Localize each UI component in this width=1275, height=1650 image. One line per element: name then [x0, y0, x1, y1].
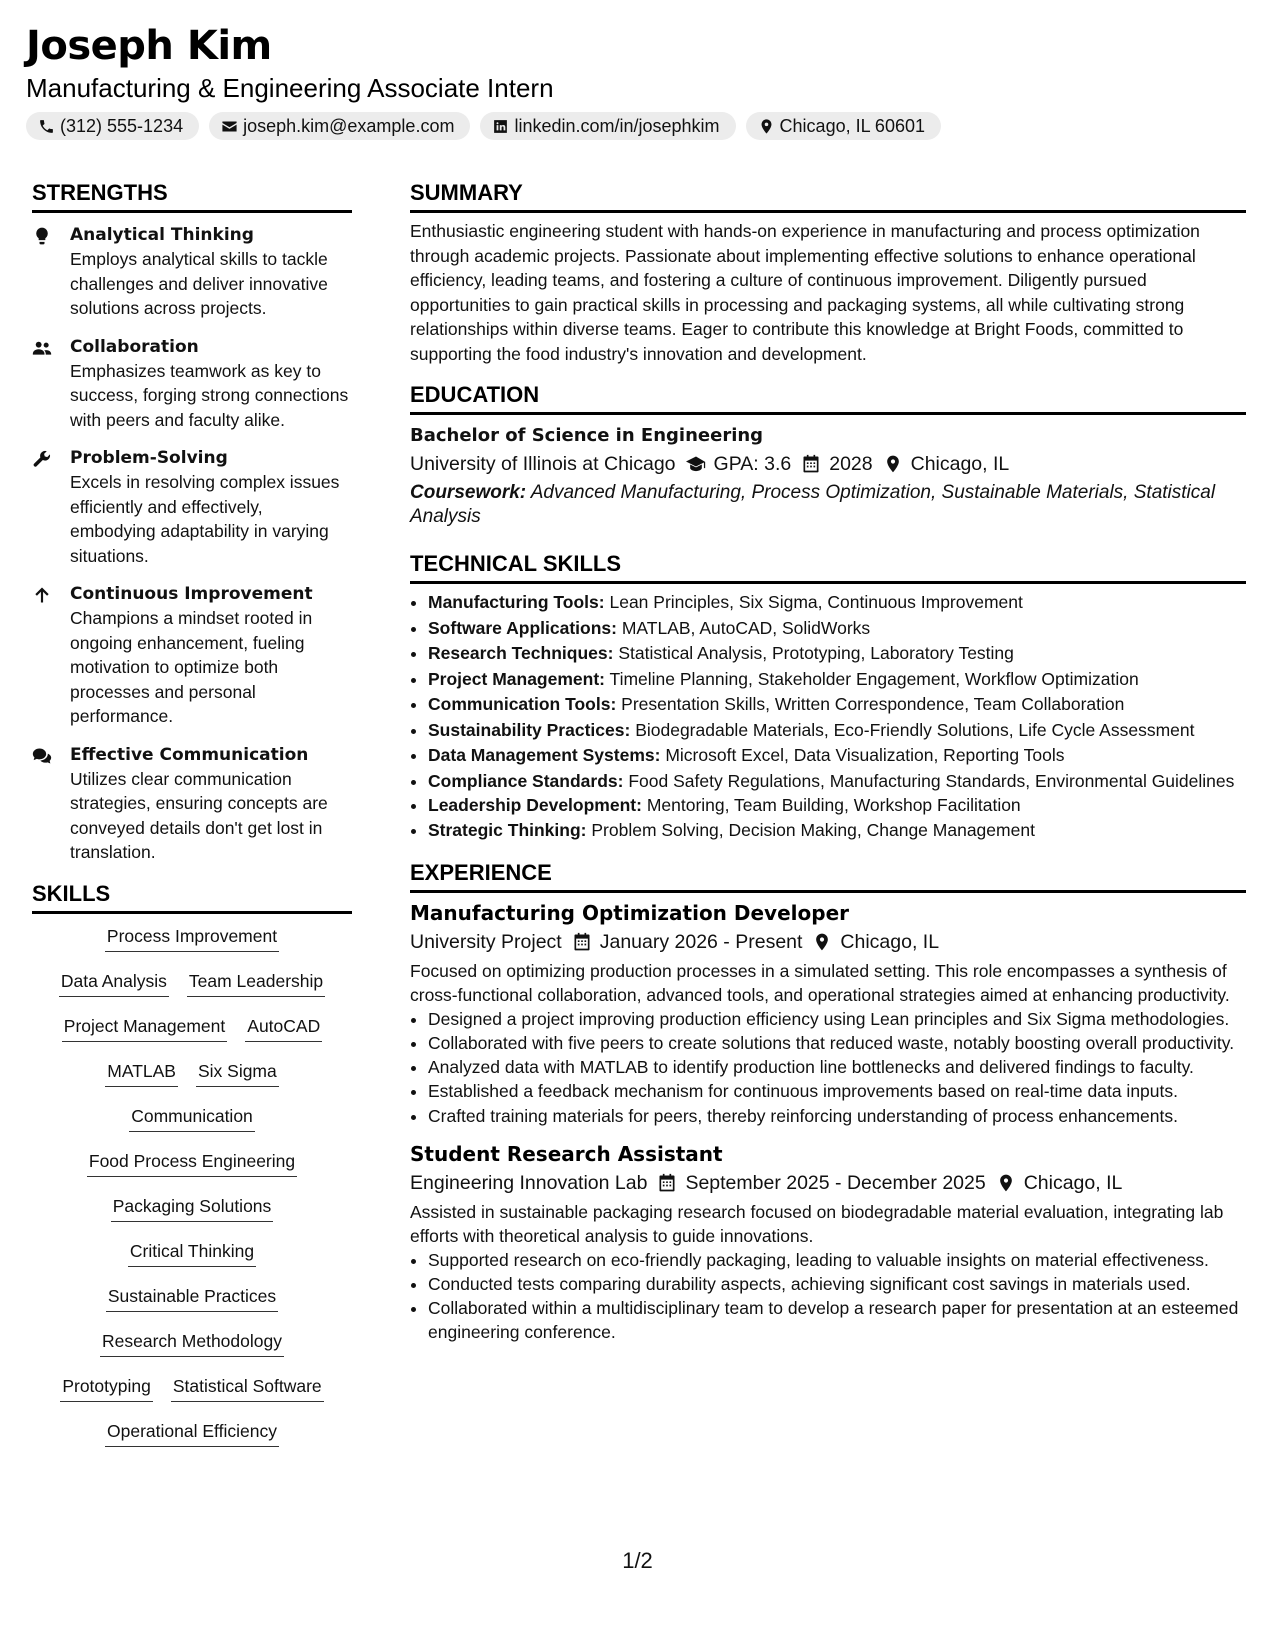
phone-contact[interactable] [26, 112, 199, 140]
location-pin-icon [883, 454, 903, 474]
job-entry [410, 899, 1246, 1130]
strength-item [32, 743, 352, 865]
job-bullet: • Collaborated within a multidisciplinary team to develop a research paper for presentation at an esteemed engineering conference. [428, 1296, 1246, 1344]
location-text: Chicago, IL 60601 [779, 115, 925, 136]
candidate-name: Joseph Kim [26, 23, 272, 69]
school-location: Chicago, IL [910, 453, 1010, 475]
strength-desc: Utilizes clear communication strategies, ensuring concepts are conveyed details don't get lost in translation. [70, 768, 328, 862]
lightbulb-icon [32, 226, 52, 246]
job-location: Chicago, IL [1023, 1171, 1123, 1194]
phone-text: (312) 555-1234 [60, 115, 184, 136]
tech-skill-item: • Compliance Standards: Food Safety Regulations, Manufacturing Standards, Environmental Guidelines [428, 769, 1246, 793]
page-number: 1/2 [622, 1548, 653, 1573]
strength-desc: Excels in resolving complex issues efficiently and effectively, embodying adaptability in varying situations. [70, 472, 340, 566]
envelope-icon [221, 118, 238, 135]
skill-tag: Prototyping [60, 1374, 153, 1402]
linkedin-contact[interactable] [480, 112, 735, 140]
strength-item [32, 335, 352, 433]
strength-item [32, 446, 352, 568]
strengths-heading: STRENGTHS [32, 178, 352, 213]
tech-skill-item: • Sustainability Practices: Biodegradable Materials, Eco-Friendly Solutions, Life Cycle Assessment [428, 718, 1246, 744]
degree-title: Bachelor of Science in Engineering [410, 425, 764, 446]
arrow-up-icon [32, 585, 52, 605]
skill-tag: MATLAB [105, 1059, 178, 1087]
job-meta [410, 1168, 1246, 1198]
location-pin-icon [996, 1173, 1016, 1193]
technical-skills-list [410, 590, 1246, 844]
skills-cloud [32, 924, 352, 1464]
education-meta [410, 449, 1246, 479]
calendar-icon [657, 1173, 677, 1193]
strength-desc: Employs analytical skills to tackle challenges and deliver innovative solutions across projects. [70, 249, 328, 318]
job-entry [410, 1140, 1246, 1344]
email-text: joseph.kim@example.com [243, 115, 455, 136]
job-bullet: • Crafted training materials for peers, thereby reinforcing understanding of process enhancements. [428, 1104, 1246, 1130]
location-contact [746, 112, 941, 140]
school-name: University of Illinois at Chicago [410, 453, 676, 475]
strength-desc: Emphasizes teamwork as key to success, forging strong connections with peers and faculty alike. [70, 360, 349, 430]
email-contact[interactable] [209, 112, 470, 140]
contact-bar [26, 112, 1249, 140]
strength-item [32, 582, 352, 729]
strengths-list [32, 223, 352, 865]
gpa: GPA: 3.6 [713, 453, 792, 475]
linkedin-text: linkedin.com/in/josephkim [514, 115, 720, 136]
graduation-cap-icon [686, 454, 706, 474]
job-bullet: • Designed a project improving production efficiency using Lean principles and Six Sigma methodologies. [428, 1007, 1246, 1031]
skill-tag: Sustainable Practices [106, 1284, 278, 1312]
coursework [410, 481, 1246, 529]
skill-tag: Packaging Solutions [111, 1194, 274, 1222]
job-org: University Project [410, 930, 562, 953]
strength-name: Problem-Solving [70, 448, 228, 468]
job-org: Engineering Innovation Lab [410, 1171, 648, 1194]
technical-skills-heading: TECHNICAL SKILLS [410, 549, 1246, 584]
job-dates: September 2025 - December 2025 [685, 1171, 986, 1194]
skill-tag: Research Methodology [100, 1329, 284, 1357]
phone-icon [38, 118, 55, 135]
skill-tag: Operational Efficiency [105, 1419, 279, 1447]
skill-tag: Communication [129, 1104, 255, 1132]
tech-skill-item: • Software Applications: MATLAB, AutoCAD, SolidWorks [428, 616, 1246, 642]
calendar-icon [572, 932, 592, 952]
resume-header [26, 22, 1249, 140]
tech-skill-item: • Research Techniques: Statistical Analysis, Prototyping, Laboratory Testing [428, 641, 1246, 667]
job-meta [410, 927, 1246, 957]
job-dates: January 2026 - Present [599, 930, 803, 953]
job-bullet: • Analyzed data with MATLAB to identify production line bottlenecks and delivered findings to faculty. [428, 1055, 1246, 1079]
experience-heading: EXPERIENCE [410, 858, 1246, 893]
skill-tag: AutoCAD [245, 1014, 322, 1042]
location-pin-icon [758, 118, 775, 135]
skill-tag: Project Management [62, 1014, 227, 1042]
skill-tag: Six Sigma [196, 1059, 279, 1087]
strength-name: Continuous Improvement [70, 584, 313, 604]
tech-skill-item: • Manufacturing Tools: Lean Principles, Six Sigma, Continuous Improvement [428, 590, 1246, 616]
strength-desc: Champions a mindset rooted in ongoing enhancement, fueling motivation to optimize both processes and personal performance. [70, 608, 313, 726]
coursework-label: Coursework: [410, 482, 527, 503]
skill-tag: Process Improvement [105, 924, 279, 952]
strength-name: Analytical Thinking [70, 225, 254, 245]
wrench-icon [32, 449, 52, 469]
job-title: Manufacturing Optimization Developer [410, 900, 849, 925]
grad-year: 2028 [829, 453, 873, 475]
strength-name: Collaboration [70, 336, 199, 357]
job-title: Student Research Assistant [410, 1141, 723, 1166]
skill-tag: Food Process Engineering [87, 1149, 297, 1177]
right-column [410, 178, 1246, 1344]
left-column [32, 178, 352, 1464]
strength-item [32, 223, 352, 321]
education-heading: EDUCATION [410, 380, 1246, 415]
users-icon [32, 338, 52, 358]
tech-skill-item: • Project Management: Timeline Planning, Stakeholder Engagement, Workflow Optimization [428, 667, 1246, 693]
skill-tag: Team Leadership [187, 969, 325, 997]
tech-skill-item: • Leadership Development: Mentoring, Team Building, Workshop Facilitation [428, 793, 1246, 819]
job-summary: Assisted in sustainable packaging research focused on biodegradable material evaluation, integrating lab efforts with theoretical analysis to guide innovations. [410, 1201, 1224, 1246]
skill-tag: Data Analysis [59, 969, 169, 997]
job-bullet: • Conducted tests comparing durability aspects, achieving significant cost savings in materials used. [428, 1272, 1246, 1296]
linkedin-icon [492, 118, 509, 135]
tech-skill-item: • Communication Tools: Presentation Skills, Written Correspondence, Team Collaboration [428, 692, 1246, 718]
calendar-icon [801, 454, 821, 474]
job-bullet: • Established a feedback mechanism for continuous improvements based on real-time data inputs. [428, 1079, 1246, 1105]
comments-icon [32, 746, 52, 766]
location-pin-icon [812, 932, 832, 952]
job-bullets [410, 1248, 1246, 1344]
job-bullet: • Collaborated with five peers to create solutions that reduced waste, notably boosting overall productivity. [428, 1031, 1246, 1055]
skills-heading: SKILLS [32, 879, 352, 914]
summary-heading: SUMMARY [410, 178, 1246, 213]
job-location: Chicago, IL [840, 930, 940, 953]
tech-skill-item: • Data Management Systems: Microsoft Excel, Data Visualization, Reporting Tools [428, 743, 1246, 769]
coursework-list: Advanced Manufacturing, Process Optimization, Sustainable Materials, Statistical Analysis [410, 482, 1216, 527]
strength-name: Effective Communication [70, 744, 309, 765]
candidate-title: Manufacturing & Engineering Associate Intern [26, 73, 554, 103]
summary-text: Enthusiastic engineering student with hands-on experience in manufacturing and process optimization through academic projects. Passionate about implementing effective solutions to enhance operational efficiency, leading teams, and fostering a culture of continuous improvement. Diligently pursued opportunities to gain practical skills in processing and packaging systems, all while cultivating strong relationships within diverse teams. Eager to contribute this knowledge at Bright Foods, committed to supporting the food industry's innovation and development. [410, 221, 1200, 364]
job-bullets [410, 1007, 1246, 1130]
tech-skill-item: • Strategic Thinking: Problem Solving, Decision Making, Change Management [428, 818, 1246, 844]
skill-tag: Statistical Software [171, 1374, 324, 1402]
job-summary: Focused on optimizing production processes in a simulated setting. This role encompasses a synthesis of cross-functional collaboration, advanced tools, and operational strategies aimed at enhancing productivity. [410, 960, 1230, 1005]
skill-tag: Critical Thinking [128, 1239, 256, 1267]
job-bullet: • Supported research on eco-friendly packaging, leading to valuable insights on material effectiveness. [428, 1248, 1246, 1272]
